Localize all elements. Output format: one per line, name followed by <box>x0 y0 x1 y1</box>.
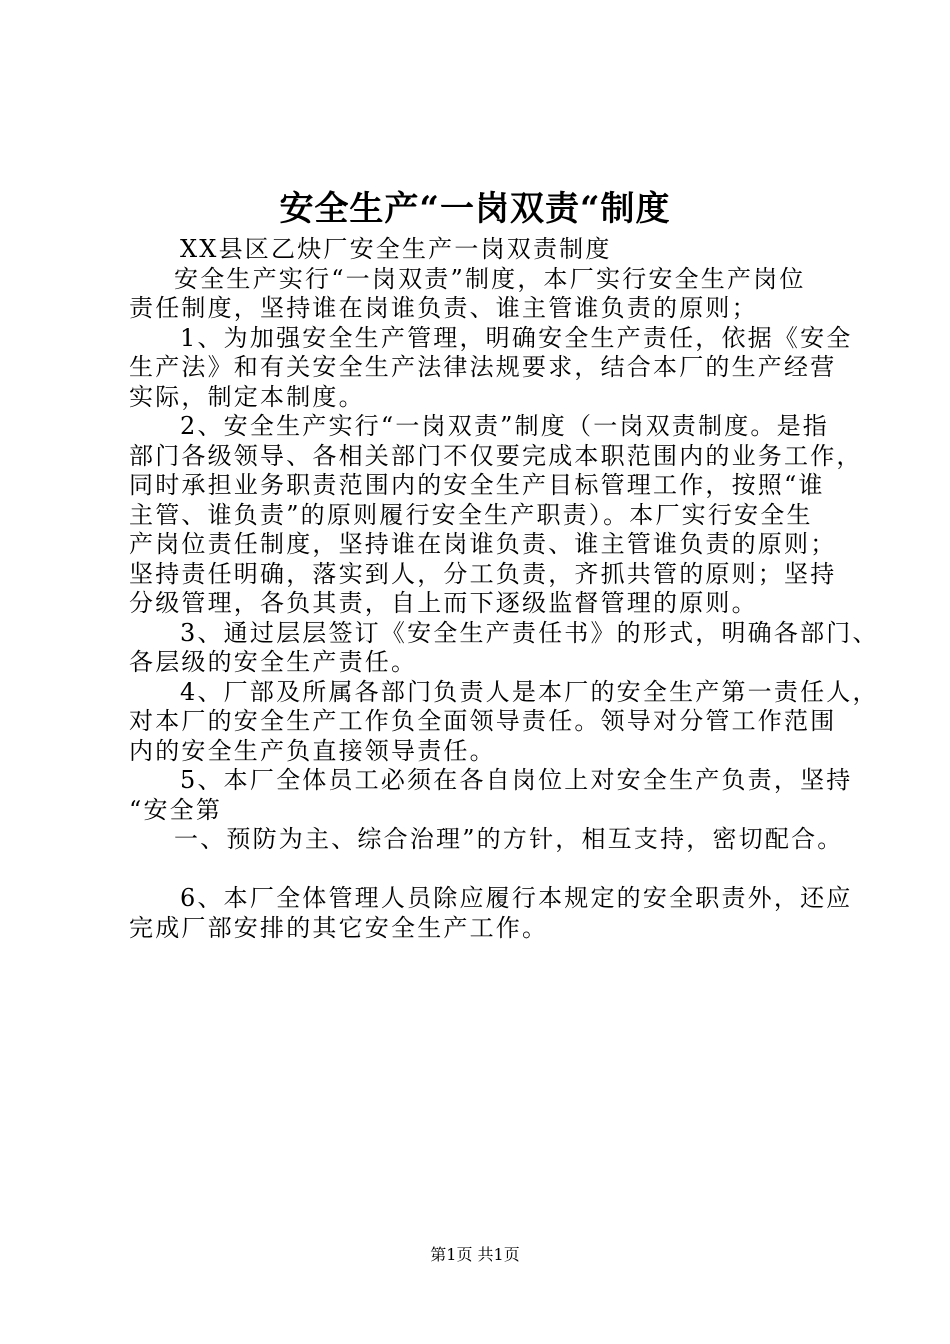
paragraph-line: 完成厂部安排的其它安全生产工作。 <box>129 913 549 942</box>
paragraph-line: 对本厂的安全生产工作负全面领导责任。领导对分管工作范围 <box>129 707 837 735</box>
paragraph-line: 安全生产实行“一岗双责”制度，本厂实行安全生产岗位 <box>174 264 806 293</box>
paragraph-line: 内的安全生产负直接领导责任。 <box>129 736 496 765</box>
paragraph-line: “安全第 <box>129 795 223 824</box>
paragraph-line: 坚持责任明确，落实到人，分工负责，齐抓共管的原则；坚持 <box>129 559 837 588</box>
paragraph-line: 分级管理，各负其责，自上而下逐级监督管理的原则。 <box>129 589 758 617</box>
paragraph-line: 生产法》和有关安全生产法律法规要求，结合本厂的生产经营 <box>129 353 837 381</box>
paragraph-line: 4、厂部及所属各部门负责人是本厂的安全生产第一责任人， <box>180 677 879 706</box>
paragraph-line: 2、安全生产实行“一岗双责”制度（一岗双责制度。是指 <box>180 412 830 440</box>
paragraph-line: 各层级的安全生产责任。 <box>129 648 418 676</box>
paragraph-line: 责任制度，坚持谁在岗谁负责、谁主管谁负责的原则； <box>129 294 758 322</box>
paragraph-line: 部门各级领导、各相关部门不仅要完成本职范围内的业务工作， <box>129 441 863 470</box>
paragraph-line: 实际，制定本制度。 <box>129 382 365 411</box>
document-subtitle: XX县区乙炔厂安全生产一岗双责制度 <box>180 235 612 263</box>
paragraph-line: 同时承担业务职责范围内的安全生产目标管理工作，按照“谁 <box>129 471 825 499</box>
paragraph-line: 产岗位责任制度，坚持谁在岗谁负责、谁主管谁负责的原则； <box>129 530 837 558</box>
paragraph-line: 主管、谁负责”的原则履行安全生产职责）。本厂实行安全生 <box>129 500 813 529</box>
paragraph-line: 一、预防为主、综合治理”的方针，相互支持，密切配合。 <box>174 825 844 853</box>
document-title: 安全生产“一岗双责“制度 <box>279 189 671 229</box>
page-footer: 第1页 共1页 <box>430 1245 520 1264</box>
document-body <box>129 235 879 943</box>
paragraph-line: 5、本厂全体员工必须在各自岗位上对安全生产负责，坚持 <box>180 766 853 794</box>
paragraph-line: 3、通过层层签订《安全生产责任书》的形式，明确各部门、 <box>180 618 879 647</box>
paragraph-line: 6、本厂全体管理人员除应履行本规定的安全职责外，还应 <box>180 884 853 912</box>
paragraph-line: 1、为加强安全生产管理，明确安全生产责任，依据《安全 <box>180 323 853 352</box>
blank-line <box>129 855 841 885</box>
